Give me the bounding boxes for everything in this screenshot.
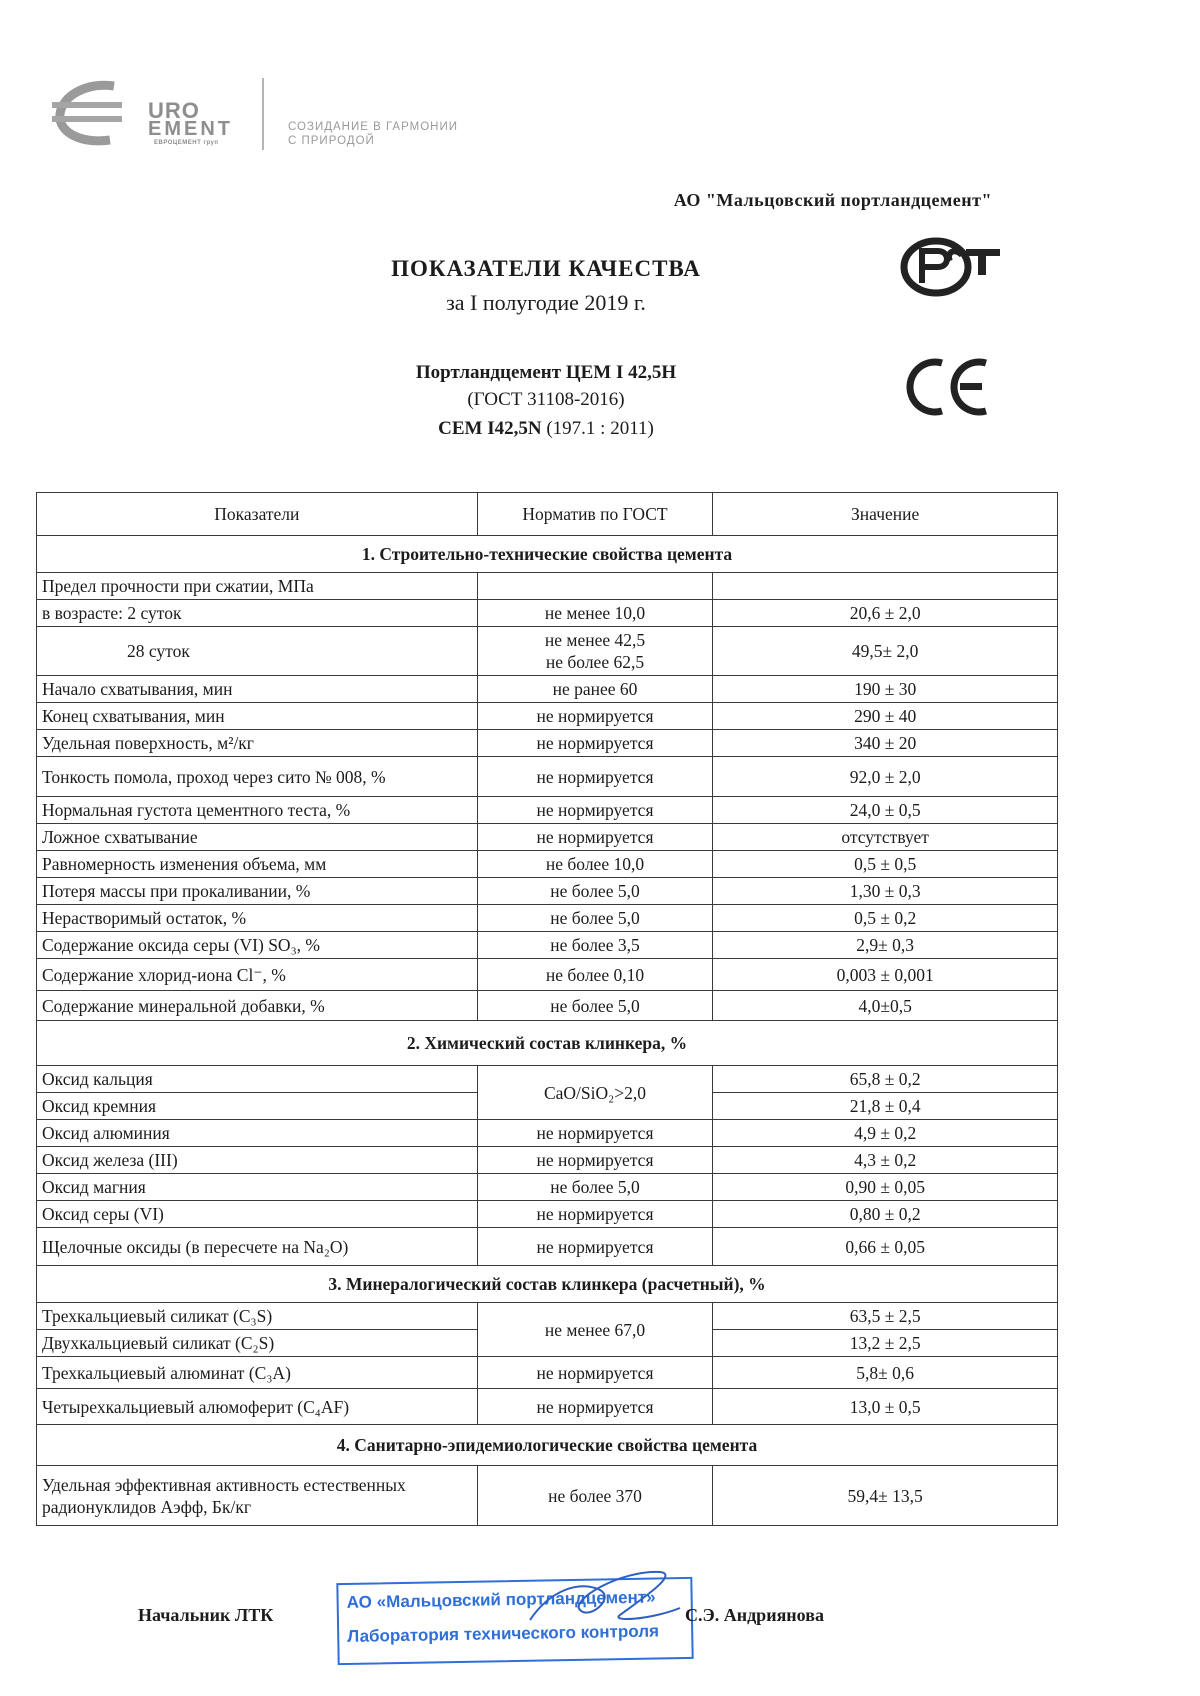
row-label: Оксид алюминия bbox=[37, 1120, 478, 1147]
row-norm: CaO/SiO₂>2,0 bbox=[477, 1066, 713, 1120]
table-row bbox=[37, 824, 1058, 851]
row-value: 4,9 ± 0,2 bbox=[713, 1120, 1058, 1147]
document-title: ПОКАЗАТЕЛИ КАЧЕСТВА bbox=[391, 256, 701, 281]
document-period: за I полугодие 2019 г. bbox=[446, 290, 646, 315]
section-title: 4. Санитарно-эпидемиологические свойства цемента bbox=[37, 1425, 1058, 1466]
row-norm: не менее 67,0 bbox=[477, 1303, 713, 1357]
row-label: 28 суток bbox=[37, 627, 478, 676]
row-norm: не более 5,0 bbox=[477, 878, 713, 905]
row-value: 190 ± 30 bbox=[713, 676, 1058, 703]
euro-symbol-icon bbox=[52, 78, 162, 148]
row-label: Щелочные оксиды (в пересчете на Na₂O) bbox=[37, 1228, 478, 1266]
table-row bbox=[37, 1303, 1058, 1330]
row-value: 340 ± 20 bbox=[713, 730, 1058, 757]
row-value: 49,5± 2,0 bbox=[713, 627, 1058, 676]
product-en-standard: (197.1 : 2011) bbox=[546, 418, 654, 439]
row-label: Оксид кальция bbox=[37, 1066, 478, 1093]
row-value: 1,30 ± 0,3 bbox=[713, 878, 1058, 905]
ce-certification-mark bbox=[902, 355, 992, 424]
label-line: Удельная эффективная активность естественных bbox=[42, 1474, 406, 1495]
table-row bbox=[37, 1147, 1058, 1174]
table-row bbox=[37, 1120, 1058, 1147]
norm-line: не менее 42,5 bbox=[544, 630, 646, 650]
row-value: 0,5 ± 0,5 bbox=[713, 851, 1058, 878]
row-label: Четырехкальциевый алюмоферит (C₄AF) bbox=[37, 1389, 478, 1425]
table-row bbox=[37, 959, 1058, 991]
label-line: радионуклидов Аэфф, Бк/кг bbox=[42, 1496, 252, 1517]
product-name: Портландцемент ЦЕМ I 42,5Н bbox=[415, 362, 677, 383]
row-label: Оксид серы (VI) bbox=[37, 1201, 478, 1228]
row-value: 0,5 ± 0,2 bbox=[713, 905, 1058, 932]
row-label: Конец схватывания, мин bbox=[37, 703, 478, 730]
row-norm: не нормируется bbox=[477, 1228, 713, 1266]
row-value: 290 ± 40 bbox=[713, 703, 1058, 730]
row-norm: не нормируется bbox=[477, 757, 713, 797]
row-label: в возрасте: 2 суток bbox=[37, 600, 478, 627]
table-row bbox=[37, 1466, 1058, 1526]
row-norm: не более 5,0 bbox=[477, 1174, 713, 1201]
header-indicator: Показатели bbox=[37, 493, 478, 536]
table-row bbox=[37, 703, 1058, 730]
row-norm: не нормируется bbox=[477, 1201, 713, 1228]
table-row bbox=[37, 1357, 1058, 1389]
row-value: 0,90 ± 0,05 bbox=[713, 1174, 1058, 1201]
table-row bbox=[37, 676, 1058, 703]
table-row bbox=[37, 1201, 1058, 1228]
table-row bbox=[37, 627, 1058, 676]
row-value: 63,5 ± 2,5 bbox=[713, 1303, 1058, 1330]
header-norm: Норматив по ГОСТ bbox=[477, 493, 713, 536]
row-value: 59,4± 13,5 bbox=[713, 1466, 1058, 1526]
row-value: 21,8 ± 0,4 bbox=[713, 1093, 1058, 1120]
row-label: Трехкальциевый алюминат (C₃A) bbox=[37, 1357, 478, 1389]
section-title: 3. Минералогический состав клинкера (расчетный), % bbox=[37, 1266, 1058, 1303]
table-row bbox=[37, 730, 1058, 757]
table-row bbox=[37, 1066, 1058, 1093]
logo-divider bbox=[262, 78, 264, 150]
table-row bbox=[37, 878, 1058, 905]
slogan-line2: С ПРИРОДОЙ bbox=[288, 135, 375, 147]
row-value: 92,0 ± 2,0 bbox=[713, 757, 1058, 797]
row-label: Удельная поверхность, м²/кг bbox=[37, 730, 478, 757]
row-label: Нерастворимый остаток, % bbox=[37, 905, 478, 932]
row-label: Начало схватывания, мин bbox=[37, 676, 478, 703]
stamp-line2: Лаборатория технического контроля bbox=[347, 1621, 660, 1646]
row-norm: не нормируется bbox=[477, 1389, 713, 1425]
ce-mark-icon bbox=[902, 355, 992, 419]
row-label: Предел прочности при сжатии, МПа bbox=[37, 573, 478, 600]
row-norm: не нормируется bbox=[477, 1120, 713, 1147]
row-value: 65,8 ± 0,2 bbox=[713, 1066, 1058, 1093]
signer-name: С.Э. Андриянова bbox=[685, 1605, 824, 1625]
row-label: Нормальная густота цементного теста, % bbox=[37, 797, 478, 824]
row-label: Ложное схватывание bbox=[37, 824, 478, 851]
table-row bbox=[37, 991, 1058, 1021]
table-header-row bbox=[37, 493, 1058, 536]
row-label: Потеря массы при прокаливании, % bbox=[37, 878, 478, 905]
row-norm bbox=[477, 627, 713, 676]
row-value: 0,80 ± 0,2 bbox=[713, 1201, 1058, 1228]
row-norm: не менее 10,0 bbox=[477, 600, 713, 627]
row-norm: не нормируется bbox=[477, 703, 713, 730]
row-norm: не ранее 60 bbox=[477, 676, 713, 703]
row-value: 4,3 ± 0,2 bbox=[713, 1147, 1058, 1174]
table-row bbox=[37, 600, 1058, 627]
stamp-line1: АО «Мальцовский портландцемент» bbox=[346, 1587, 656, 1612]
quality-table bbox=[36, 492, 1058, 1526]
row-label: Равномерность изменения объема, мм bbox=[37, 851, 478, 878]
section-title: 2. Химический состав клинкера, % bbox=[37, 1021, 1058, 1066]
row-value: 13,0 ± 0,5 bbox=[713, 1389, 1058, 1425]
row-value: 2,9± 0,3 bbox=[713, 932, 1058, 959]
row-value: 0,003 ± 0,001 bbox=[713, 959, 1058, 991]
row-norm: не нормируется bbox=[477, 824, 713, 851]
company-name: АО "Мальцовский портландцемент" bbox=[673, 190, 992, 210]
row-label bbox=[37, 1466, 478, 1526]
table-row bbox=[37, 1174, 1058, 1201]
row-value: 20,6 ± 2,0 bbox=[713, 600, 1058, 627]
product-standard: (ГОСТ 31108-2016) bbox=[467, 389, 625, 410]
row-label: Содержание оксида серы (VI) SO₃, % bbox=[37, 932, 478, 959]
row-label: Содержание минеральной добавки, % bbox=[37, 991, 478, 1021]
table-row bbox=[37, 851, 1058, 878]
norm-line: не более 62,5 bbox=[545, 652, 645, 672]
row-value: отсутствует bbox=[713, 824, 1058, 851]
brand-top: URO bbox=[148, 98, 200, 123]
row-norm: не более 5,0 bbox=[477, 991, 713, 1021]
table-row bbox=[37, 932, 1058, 959]
row-label: Тонкость помола, проход через сито № 008, % bbox=[37, 757, 478, 797]
row-value: 24,0 ± 0,5 bbox=[713, 797, 1058, 824]
row-norm: не более 3,5 bbox=[477, 932, 713, 959]
header-value: Значение bbox=[713, 493, 1058, 536]
row-label: Оксид магния bbox=[37, 1174, 478, 1201]
table-row bbox=[37, 1228, 1058, 1266]
table-row bbox=[37, 573, 1058, 600]
row-label: Оксид кремния bbox=[37, 1093, 478, 1120]
row-value: 4,0±0,5 bbox=[713, 991, 1058, 1021]
row-value: 13,2 ± 2,5 bbox=[713, 1330, 1058, 1357]
row-norm: не более 5,0 bbox=[477, 905, 713, 932]
row-label: Оксид железа (III) bbox=[37, 1147, 478, 1174]
row-norm: не нормируется bbox=[477, 797, 713, 824]
row-norm: не более 0,10 bbox=[477, 959, 713, 991]
row-label: Трехкальциевый силикат (C₃S) bbox=[37, 1303, 478, 1330]
brand-sub: ЕВРОЦЕМЕНТ груп bbox=[154, 140, 219, 146]
brand-bottom: EMENT bbox=[148, 118, 233, 140]
signature-icon bbox=[520, 1560, 690, 1650]
table-row bbox=[37, 797, 1058, 824]
row-norm: не нормируется bbox=[477, 1357, 713, 1389]
table-row bbox=[37, 905, 1058, 932]
row-value: 5,8± 0,6 bbox=[713, 1357, 1058, 1389]
row-norm: не нормируется bbox=[477, 730, 713, 757]
row-norm: не нормируется bbox=[477, 1147, 713, 1174]
table-row bbox=[37, 1389, 1058, 1425]
eurocement-logo bbox=[52, 78, 472, 168]
row-label: Содержание хлорид-иона Cl⁻, % bbox=[37, 959, 478, 991]
row-value: 0,66 ± 0,05 bbox=[713, 1228, 1058, 1266]
section-title: 1. Строительно-технические свойства цемента bbox=[37, 536, 1058, 573]
product-en-name: CEM I42,5N bbox=[438, 418, 542, 439]
row-norm: не более 10,0 bbox=[477, 851, 713, 878]
slogan-line1: СОЗИДАНИЕ В ГАРМОНИИ bbox=[288, 121, 458, 133]
signer-position: Начальник ЛТК bbox=[138, 1605, 274, 1625]
table-row bbox=[37, 757, 1058, 797]
row-norm: не более 370 bbox=[477, 1466, 713, 1526]
row-label: Двухкальциевый силикат (C₂S) bbox=[37, 1330, 478, 1357]
